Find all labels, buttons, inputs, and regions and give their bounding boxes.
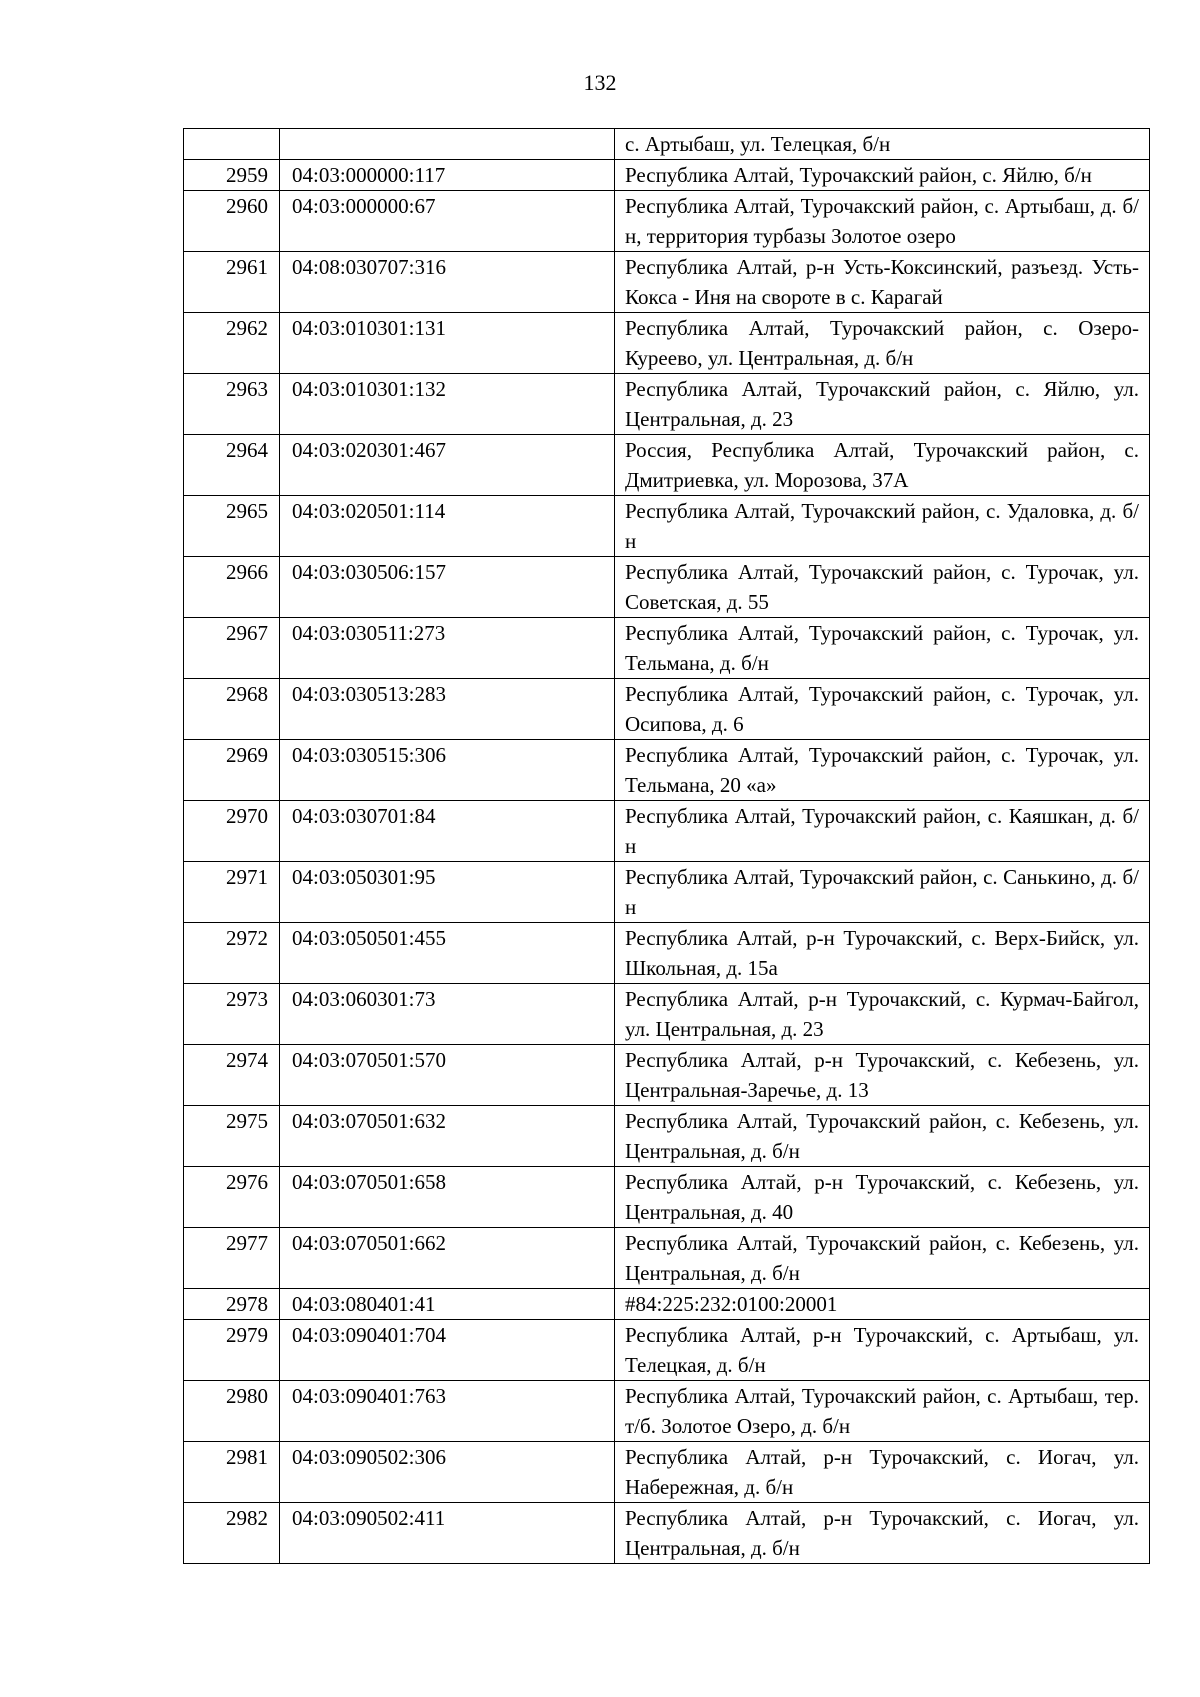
row-number-cell: 2981 (184, 1442, 280, 1503)
cadastral-number-cell: 04:03:020501:114 (280, 496, 615, 557)
row-number-cell: 2977 (184, 1228, 280, 1289)
row-number-cell: 2967 (184, 618, 280, 679)
address-cell: Республика Алтай, р-н Турочакский, с. Артыбаш, ул. Телецкая, д. б/н (615, 1320, 1150, 1381)
cadastral-number-cell: 04:03:050501:455 (280, 923, 615, 984)
cadastral-number-cell: 04:03:000000:117 (280, 160, 615, 191)
address-cell: Республика Алтай, Турочакский район, с. Турочак, ул. Советская, д. 55 (615, 557, 1150, 618)
row-number-cell: 2974 (184, 1045, 280, 1106)
row-number-cell: 2972 (184, 923, 280, 984)
row-number-cell: 2973 (184, 984, 280, 1045)
row-number-cell: 2978 (184, 1289, 280, 1320)
row-number-cell: 2959 (184, 160, 280, 191)
address-cell: Республика Алтай, Турочакский район, с. Яйлю, б/н (615, 160, 1150, 191)
address-cell: Республика Алтай, Турочакский район, с. Озеро-Куреево, ул. Центральная, д. б/н (615, 313, 1150, 374)
table-row (184, 1503, 1150, 1564)
row-number-cell: 2965 (184, 496, 280, 557)
table-row (184, 1320, 1150, 1381)
row-number-cell: 2976 (184, 1167, 280, 1228)
cadastral-number-cell: 04:03:010301:131 (280, 313, 615, 374)
cadastral-number-cell: 04:03:050301:95 (280, 862, 615, 923)
table-row (184, 191, 1150, 252)
row-number-cell: 2963 (184, 374, 280, 435)
table-row (184, 923, 1150, 984)
page-number: 132 (583, 70, 617, 95)
cadastral-number-cell: 04:03:030701:84 (280, 801, 615, 862)
address-cell: Республика Алтай, Турочакский район, с. Яйлю, ул. Центральная, д. 23 (615, 374, 1150, 435)
address-cell: Республика Алтай, р-н Турочакский, с. Курмач-Байгол, ул. Центральная, д. 23 (615, 984, 1150, 1045)
row-number-cell: 2980 (184, 1381, 280, 1442)
table-row (184, 679, 1150, 740)
table-row (184, 496, 1150, 557)
table-row (184, 618, 1150, 679)
address-cell: Республика Алтай, Турочакский район, с. Удаловка, д. б/н (615, 496, 1150, 557)
cadastral-number-cell: 04:03:070501:632 (280, 1106, 615, 1167)
row-number-cell: 2971 (184, 862, 280, 923)
cadastral-number-cell: 04:03:070501:662 (280, 1228, 615, 1289)
table-row (184, 1167, 1150, 1228)
cadastral-number-cell: 04:03:020301:467 (280, 435, 615, 496)
table-row (184, 1289, 1150, 1320)
cadastral-number-cell: 04:03:070501:658 (280, 1167, 615, 1228)
cadastral-number-cell: 04:03:090401:763 (280, 1381, 615, 1442)
table-row (184, 1381, 1150, 1442)
row-number-cell: 2964 (184, 435, 280, 496)
cadastral-number-cell: 04:03:070501:570 (280, 1045, 615, 1106)
cadastral-number-cell: 04:03:030515:306 (280, 740, 615, 801)
cadastral-number-cell: 04:08:030707:316 (280, 252, 615, 313)
address-cell: с. Артыбаш, ул. Телецкая, б/н (615, 129, 1150, 160)
row-number-cell: 2966 (184, 557, 280, 618)
cadastral-number-cell: 04:03:030513:283 (280, 679, 615, 740)
row-number-cell: 2961 (184, 252, 280, 313)
row-number-cell: 2960 (184, 191, 280, 252)
cadastral-number-cell: 04:03:090502:411 (280, 1503, 615, 1564)
table-row (184, 1106, 1150, 1167)
cadastral-number-cell: 04:03:080401:41 (280, 1289, 615, 1320)
row-number-cell: 2979 (184, 1320, 280, 1381)
table-row (184, 1045, 1150, 1106)
row-number-cell: 2962 (184, 313, 280, 374)
address-cell: #84:225:232:0100:20001 (615, 1289, 1150, 1320)
table-row (184, 160, 1150, 191)
address-cell: Республика Алтай, Турочакский район, с. Турочак, ул. Тельмана, д. б/н (615, 618, 1150, 679)
address-cell: Республика Алтай, Турочакский район, с. Артыбаш, тер. т/б. Золотое Озеро, д. б/н (615, 1381, 1150, 1442)
cadastral-number-cell: 04:03:090502:306 (280, 1442, 615, 1503)
table-row (184, 374, 1150, 435)
address-cell: Республика Алтай, р-н Турочакский, с. Кебезень, ул. Центральная-Заречье, д. 13 (615, 1045, 1150, 1106)
address-cell: Республика Алтай, р-н Усть-Коксинский, разъезд. Усть-Кокса - Иня на свороте в с. Карагай (615, 252, 1150, 313)
table-row (184, 557, 1150, 618)
address-cell: Республика Алтай, Турочакский район, с. Турочак, ул. Осипова, д. 6 (615, 679, 1150, 740)
registry-table-body (184, 129, 1150, 1564)
cadastral-number-cell: 04:03:030506:157 (280, 557, 615, 618)
row-number-cell: 2969 (184, 740, 280, 801)
table-row (184, 1442, 1150, 1503)
table-row (184, 740, 1150, 801)
address-cell: Республика Алтай, Турочакский район, с. Каяшкан, д. б/н (615, 801, 1150, 862)
table-row (184, 862, 1150, 923)
table-row (184, 801, 1150, 862)
cadastral-number-cell: 04:03:000000:67 (280, 191, 615, 252)
row-number-cell: 2975 (184, 1106, 280, 1167)
row-number-cell: 2968 (184, 679, 280, 740)
table-row (184, 129, 1150, 160)
address-cell: Республика Алтай, р-н Турочакский, с. Верх-Бийск, ул. Школьная, д. 15а (615, 923, 1150, 984)
cadastral-number-cell: 04:03:090401:704 (280, 1320, 615, 1381)
address-cell: Республика Алтай, р-н Турочакский, с. Иогач, ул. Центральная, д. б/н (615, 1503, 1150, 1564)
registry-table (183, 128, 1150, 1564)
table-row (184, 435, 1150, 496)
cadastral-number-cell: 04:03:030511:273 (280, 618, 615, 679)
address-cell: Республика Алтай, р-н Турочакский, с. Кебезень, ул. Центральная, д. 40 (615, 1167, 1150, 1228)
address-cell: Россия, Республика Алтай, Турочакский район, с. Дмитриевка, ул. Морозова, 37А (615, 435, 1150, 496)
cadastral-number-cell: 04:03:010301:132 (280, 374, 615, 435)
table-row (184, 252, 1150, 313)
cadastral-number-cell: 04:03:060301:73 (280, 984, 615, 1045)
address-cell: Республика Алтай, Турочакский район, с. Турочак, ул. Тельмана, 20 «а» (615, 740, 1150, 801)
row-number-cell: 2970 (184, 801, 280, 862)
table-row (184, 313, 1150, 374)
row-number-cell (184, 129, 280, 160)
address-cell: Республика Алтай, Турочакский район, с. Кебезень, ул. Центральная, д. б/н (615, 1106, 1150, 1167)
address-cell: Республика Алтай, Турочакский район, с. Санькино, д. б/н (615, 862, 1150, 923)
table-row (184, 984, 1150, 1045)
cadastral-number-cell (280, 129, 615, 160)
row-number-cell: 2982 (184, 1503, 280, 1564)
address-cell: Республика Алтай, р-н Турочакский, с. Иогач, ул. Набережная, д. б/н (615, 1442, 1150, 1503)
address-cell: Республика Алтай, Турочакский район, с. Кебезень, ул. Центральная, д. б/н (615, 1228, 1150, 1289)
table-row (184, 1228, 1150, 1289)
address-cell: Республика Алтай, Турочакский район, с. Артыбаш, д. б/н, территория турбазы Золотое озеро (615, 191, 1150, 252)
